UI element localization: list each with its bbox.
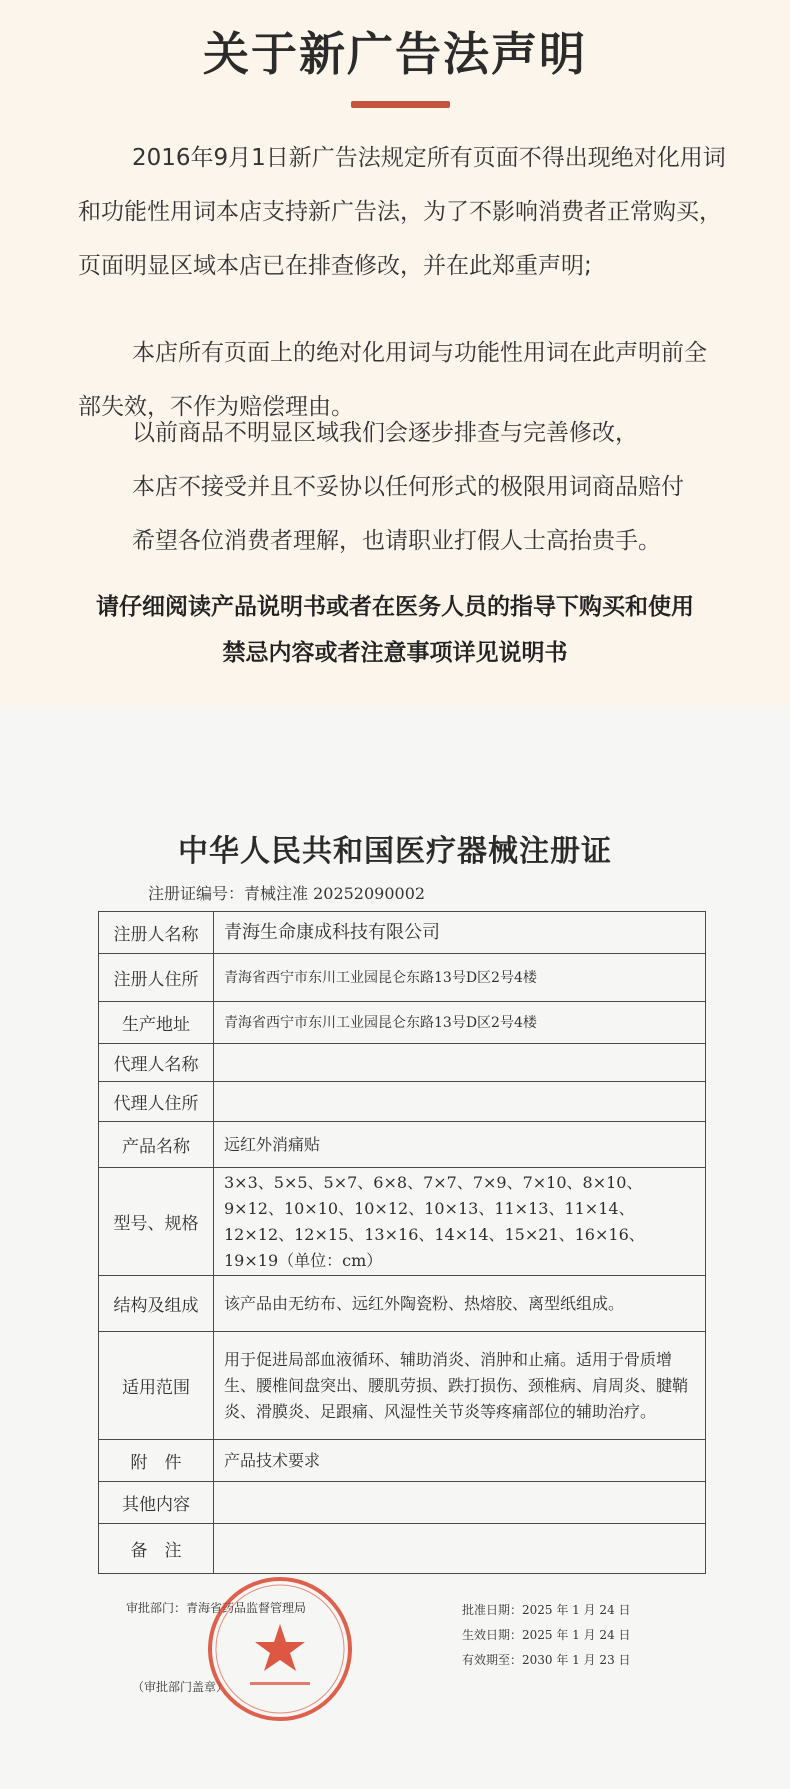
usage-warning: 请仔细阅读产品说明书或者在医务人员的指导下购买和使用 xyxy=(96,594,694,620)
notice-paragraph: 以前商品不明显区域我们会逐步排查与完善修改， xyxy=(132,420,638,446)
row-label: 型号、规格 xyxy=(99,1168,214,1276)
table-row xyxy=(99,1524,706,1574)
official-seal-icon xyxy=(205,1574,355,1724)
effective-date: 生效日期：2025 年 1 月 24 日 xyxy=(462,1628,631,1642)
registration-number: 注册证编号：青械注准 20252090002 xyxy=(148,884,426,903)
table-row xyxy=(99,1044,706,1082)
table-row xyxy=(99,1276,706,1332)
row-label: 代理人住所 xyxy=(99,1082,214,1122)
row-label: 生产地址 xyxy=(99,1002,214,1044)
certificate-title: 中华人民共和国医疗器械注册证 xyxy=(178,834,612,869)
row-label: 结构及组成 xyxy=(99,1276,214,1332)
row-label: 适用范围 xyxy=(99,1332,214,1440)
row-label: 产品名称 xyxy=(99,1122,214,1168)
ad-law-notice xyxy=(0,0,790,706)
notice-title: 关于新广告法声明 xyxy=(203,27,587,81)
table-row xyxy=(99,1482,706,1524)
seal-note: （审批部门盖章） xyxy=(132,1680,229,1694)
row-label: 注册人住所 xyxy=(99,954,214,1002)
row-value xyxy=(214,1082,706,1122)
approval-department: 审批部门：青海省药品监督管理局 xyxy=(126,1601,307,1615)
table-row xyxy=(99,954,706,1002)
table-row xyxy=(99,1002,706,1044)
row-label: 其他内容 xyxy=(99,1482,214,1524)
row-value: 远红外消痛贴 xyxy=(214,1122,706,1168)
approval-date: 批准日期：2025 年 1 月 24 日 xyxy=(462,1603,631,1617)
row-value: 用于促进局部血液循环、辅助消炎、消肿和止痛。适用于骨质增生、腰椎间盘突出、腰肌劳损、跌打损伤、颈椎病、肩周炎、腱鞘炎、滑膜炎、足跟痛、风湿性关节炎等疼痛部位的辅助治疗。 xyxy=(214,1332,706,1440)
notice-paragraph: 本店所有页面上的绝对化用词与功能性用词在此声明前全部失效，不作为赔偿理由。 xyxy=(78,340,707,420)
row-label: 代理人名称 xyxy=(99,1044,214,1082)
table-row xyxy=(99,912,706,954)
title-underline xyxy=(351,101,450,108)
notice-paragraph: 希望各位消费者理解，也请职业打假人士高抬贵手。 xyxy=(132,528,661,554)
row-value xyxy=(214,1044,706,1082)
certificate-table xyxy=(98,911,706,1574)
table-row xyxy=(99,1440,706,1482)
row-value: 青海省西宁市东川工业园昆仑东路13号D区2号4楼 xyxy=(214,1002,706,1044)
row-value: 3×3、5×5、5×7、6×8、7×7、7×9、7×10、8×10、9×12、10×10、10×12、10×13、11×13、11×14、12×12、12×15、13×16、14×14、15×21、16×16、19×19（单位：cm） xyxy=(214,1168,706,1276)
row-value xyxy=(214,1482,706,1524)
row-value: 产品技术要求 xyxy=(214,1440,706,1482)
contraindication-warning: 禁忌内容或者注意事项详见说明书 xyxy=(222,640,568,666)
table-row xyxy=(99,1122,706,1168)
row-value: 青海生命康成科技有限公司 xyxy=(214,912,706,954)
table-row xyxy=(99,1168,706,1276)
row-label: 附 件 xyxy=(99,1440,214,1482)
row-value: 该产品由无纺布、远红外陶瓷粉、热熔胶、离型纸组成。 xyxy=(214,1276,706,1332)
notice-paragraph: 2016年9月1日新广告法规定所有页面不得出现绝对化用词和功能性用词本店支持新广告法，为了不影响消费者正常购买，页面明显区域本店已在排查修改，并在此郑重声明; xyxy=(78,145,726,279)
row-value: 青海省西宁市东川工业园昆仑东路13号D区2号4楼 xyxy=(214,954,706,1002)
row-label: 备 注 xyxy=(99,1524,214,1574)
registration-certificate xyxy=(0,706,790,1789)
row-value xyxy=(214,1524,706,1574)
row-label: 注册人名称 xyxy=(99,912,214,954)
table-row xyxy=(99,1332,706,1440)
expiry-date: 有效期至：2030 年 1 月 23 日 xyxy=(462,1653,631,1667)
table-row xyxy=(99,1082,706,1122)
notice-paragraph: 本店不接受并且不妥协以任何形式的极限用词商品赔付 xyxy=(132,474,684,500)
